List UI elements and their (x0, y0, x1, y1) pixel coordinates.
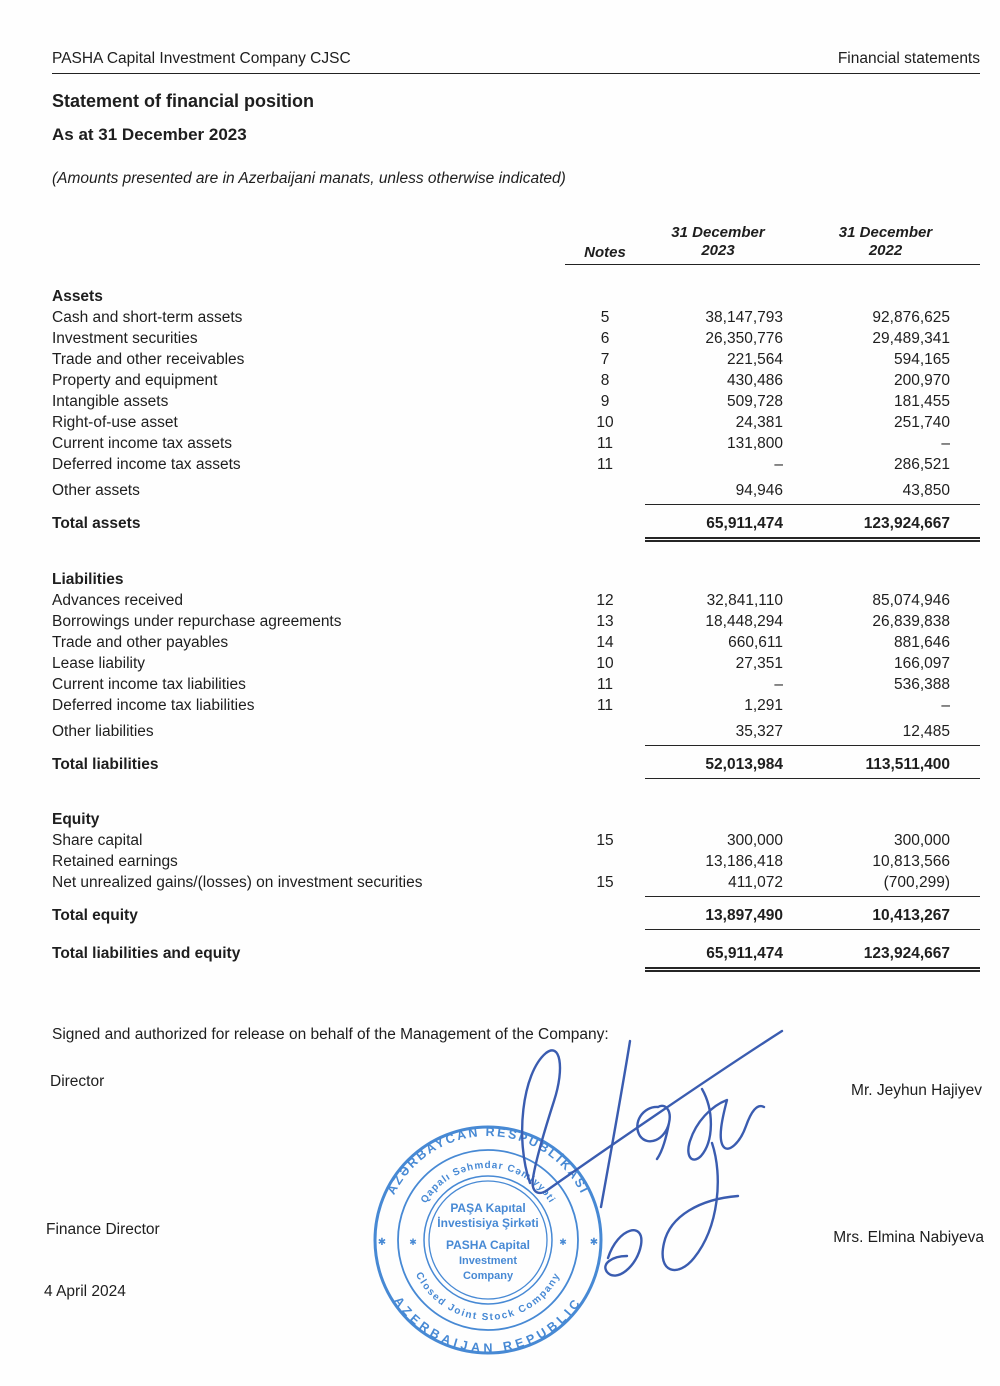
stamp-center-line2: İnvestisiya Şirkəti (437, 1216, 539, 1230)
row-notes: 8 (600, 371, 610, 389)
signature-stroke (663, 1143, 738, 1270)
row-amount-2022: 200,970 (893, 371, 950, 389)
row-notes: 15 (596, 873, 614, 891)
table-header-columns (565, 224, 980, 265)
row-amount-2022: 43,850 (805, 480, 980, 505)
row-label: Current income tax assets (52, 434, 233, 452)
row-amount-2023: 94,946 (645, 480, 805, 505)
row-label: Other liabilities (52, 722, 154, 740)
column-header-2023-line1: 31 December (671, 224, 765, 241)
section-liabilities (52, 569, 980, 779)
row-notes: 10 (596, 413, 614, 431)
row-amount-2022: 29,489,341 (872, 329, 950, 347)
total-row (52, 513, 980, 542)
company-name: PASHA Capital Investment Company CJSC (52, 50, 351, 67)
table-row (52, 674, 980, 695)
row-notes: 13 (596, 612, 614, 630)
stamp-star-icon: ✱ (409, 1237, 417, 1247)
row-amount-2023: 35,327 (645, 721, 805, 746)
row-amount-2023: 411,072 (645, 872, 805, 897)
row-label: Total assets (52, 514, 141, 532)
amounts-note: (Amounts presented are in Azerbaijani manats, unless otherwise indicated) (52, 170, 566, 187)
row-amount-2023: 24,381 (735, 413, 783, 431)
row-amount-2023: 13,186,418 (705, 852, 783, 870)
row-amount-2022: 286,521 (893, 455, 950, 473)
section-equity (52, 809, 980, 972)
sign-off-statement: Signed and authorized for release on behalf of the Management of the Company: (52, 1025, 609, 1043)
row-amount-2022: 594,165 (893, 350, 950, 368)
stamp-star-icon: ✱ (559, 1237, 567, 1247)
table-row (52, 653, 980, 674)
table-row (52, 830, 980, 851)
row-notes: 7 (600, 350, 610, 368)
table-row (52, 349, 980, 370)
row-amount-2023: 300,000 (726, 831, 783, 849)
signature-stroke (688, 1089, 764, 1160)
row-label: Investment securities (52, 329, 198, 347)
row-label: Trade and other receivables (52, 350, 245, 368)
row-amount-2022: 123,924,667 (805, 943, 980, 972)
row-amount-2023: 27,351 (735, 654, 783, 672)
row-amount-2022: 12,485 (805, 721, 980, 746)
row-label: Borrowings under repurchase agreements (52, 612, 342, 630)
row-label: Retained earnings (52, 852, 178, 870)
row-amount-2023: 32,841,110 (706, 591, 783, 609)
row-label: Right-of-use asset (52, 413, 178, 431)
total-row (52, 905, 980, 930)
section-assets (52, 286, 980, 542)
row-label: Total equity (52, 906, 138, 924)
row-notes: 14 (596, 633, 614, 651)
section-heading: Equity (52, 810, 100, 828)
row-label: Property and equipment (52, 371, 218, 389)
signature-stroke (601, 1041, 630, 1207)
table-row (52, 454, 980, 475)
row-notes: 5 (600, 308, 610, 326)
director-name: Mr. Jeyhun Hajiyev (851, 1082, 982, 1099)
row-notes: 11 (596, 455, 614, 473)
row-amount-2023: 660,611 (728, 633, 783, 651)
column-header-2022-line2: 2022 (868, 242, 903, 260)
row-amount-2022: (700,299) (805, 872, 980, 897)
table-row (52, 391, 980, 412)
stamp-center-line5: Company (462, 1270, 514, 1282)
row-amount-2023: 221,564 (726, 350, 783, 368)
row-notes: 11 (596, 434, 614, 452)
row-label: Deferred income tax liabilities (52, 696, 255, 714)
row-label: Intangible assets (52, 392, 169, 410)
row-label: Trade and other payables (52, 633, 229, 651)
row-amount-2022: 251,740 (893, 413, 950, 431)
row-amount-2022: 10,413,267 (805, 905, 980, 930)
table-row (52, 721, 980, 746)
table-row (52, 611, 980, 632)
table-row (52, 307, 980, 328)
total-row (52, 754, 980, 779)
stamp-center-line1: PAŞA Kapıtal (450, 1201, 526, 1215)
notes-column-header: Notes (584, 243, 626, 261)
row-notes: 12 (596, 591, 614, 609)
row-amount-2023: 65,911,474 (645, 513, 805, 542)
stamp-middle-top-text: Qapalı Səhmdar Cəmiyyəti (418, 1159, 558, 1206)
row-notes: 11 (596, 675, 614, 693)
signing-date: 4 April 2024 (44, 1283, 126, 1300)
row-amount-2022: 113,511,400 (805, 754, 980, 779)
column-header-2023-line2: 2023 (701, 242, 735, 260)
row-amount-2023: 65,911,474 (645, 943, 805, 972)
table-row (52, 412, 980, 433)
row-label: Net unrealized gains/(losses) on investment securities (52, 873, 423, 891)
row-amount-2023: 38,147,793 (705, 308, 783, 326)
document-header (52, 50, 980, 74)
row-notes: 9 (600, 392, 610, 410)
row-amount-2023: 131,800 (726, 434, 783, 452)
finance-director-name: Mrs. Elmina Nabiyeva (833, 1229, 984, 1246)
signature-scribble (460, 1015, 800, 1295)
signature-stroke (546, 1031, 782, 1191)
page-title: Statement of financial position (52, 91, 315, 111)
row-notes: 6 (600, 329, 610, 347)
table-row (52, 370, 980, 391)
row-amount-2023: 1,291 (744, 696, 783, 714)
row-label: Other assets (52, 481, 140, 499)
row-label: Deferred income tax assets (52, 455, 241, 473)
row-amount-2022: – (941, 434, 950, 452)
column-header-2023 (645, 224, 805, 261)
table-row (52, 632, 980, 653)
header-spacer (52, 224, 565, 265)
table-header (52, 224, 980, 265)
header-right-label: Financial statements (837, 50, 980, 67)
row-amount-2022: 123,924,667 (805, 513, 980, 542)
stamp-outer-bottom-text: AZERBAIJAN REPUBLIC (391, 1294, 585, 1356)
row-label: Total liabilities (52, 755, 159, 773)
row-amount-2022: 300,000 (893, 831, 950, 849)
director-label: Director (50, 1073, 105, 1090)
row-label: Lease liability (52, 654, 146, 672)
column-header-2022-line1: 31 December (838, 224, 933, 241)
row-amount-2022: 881,646 (893, 633, 950, 651)
stamp-center-line3: PASHA Capital (445, 1238, 531, 1252)
row-amount-2023: – (774, 675, 783, 693)
signature-stroke (522, 1050, 560, 1193)
row-amount-2023: 430,486 (726, 371, 783, 389)
row-label: Advances received (52, 591, 183, 609)
column-header-2022 (805, 224, 980, 261)
table-row (52, 328, 980, 349)
stamp-center-line4: Investment (458, 1255, 518, 1267)
row-amount-2023: 13,897,490 (645, 905, 805, 930)
row-amount-2022: 26,839,838 (872, 612, 950, 630)
stamp-outer-top-text: AZƏRBAYCAN RESPUBLİKASI (384, 1124, 592, 1197)
row-amount-2022: 536,388 (893, 675, 950, 693)
stamp-star-icon: ✱ (377, 1237, 387, 1248)
row-notes: 11 (596, 696, 614, 714)
table-row (52, 872, 980, 897)
row-amount-2022: – (941, 696, 950, 714)
section-heading: Liabilities (52, 570, 124, 588)
finance-director-label: Finance Director (46, 1221, 160, 1238)
table-row (52, 590, 980, 611)
row-amount-2022: 85,074,946 (872, 591, 950, 609)
row-notes: 10 (596, 654, 614, 672)
signature-stroke (605, 1230, 641, 1275)
signature-stroke (637, 1106, 669, 1159)
row-amount-2023: 52,013,984 (645, 754, 805, 779)
table-row (52, 851, 980, 872)
row-amount-2023: 26,350,776 (705, 329, 783, 347)
row-amount-2022: 10,813,566 (872, 852, 950, 870)
table-row (52, 480, 980, 505)
row-amount-2022: 166,097 (893, 654, 950, 672)
stamp-middle-bottom-text: Closed Joint Stock Company (412, 1270, 564, 1324)
financial-position-table (52, 224, 980, 972)
row-notes: 15 (596, 831, 614, 849)
page-subtitle: As at 31 December 2023 (52, 125, 247, 144)
row-amount-2023: 509,728 (726, 392, 783, 410)
row-label: Share capital (52, 831, 143, 849)
row-amount-2023: – (774, 455, 783, 473)
stamp-star-icon: ✱ (589, 1237, 599, 1248)
row-label: Current income tax liabilities (52, 675, 246, 693)
row-amount-2022: 92,876,625 (872, 308, 950, 326)
table-row (52, 695, 980, 716)
row-label: Total liabilities and equity (52, 944, 241, 962)
row-label: Cash and short-term assets (52, 308, 243, 326)
row-amount-2022: 181,455 (893, 392, 950, 410)
row-amount-2023: 18,448,294 (705, 612, 783, 630)
table-row (52, 433, 980, 454)
total-row (52, 943, 980, 972)
section-heading: Assets (52, 287, 103, 305)
